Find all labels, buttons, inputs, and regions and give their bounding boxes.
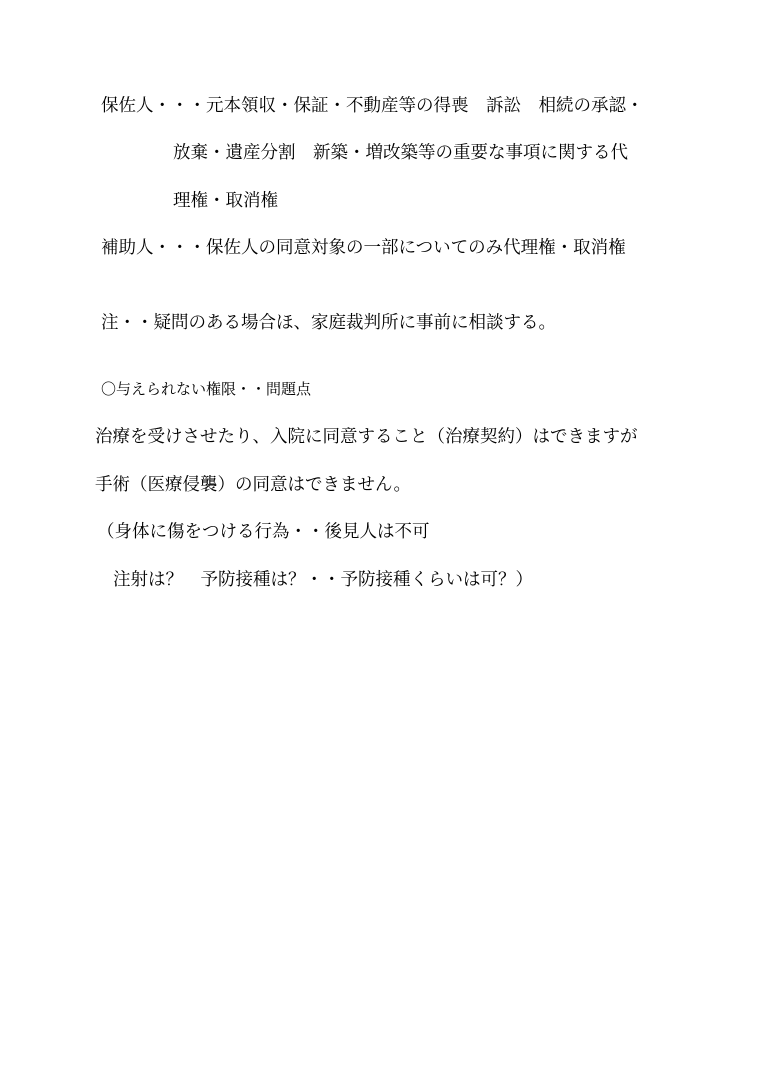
note-line: 注・・疑問のある場合ほ、家庭裁判所に事前に相談する。 [101,313,556,333]
hosanin-powers-end: 理権・取消権 [173,191,278,211]
hosanin-powers-line: 保佐人・・・元本領収・保証・不動産等の得喪 訴訟 相続の承認・ [101,96,644,116]
surgery-consent-line: 手術（医療侵襲）の同意はできません。 [95,475,412,495]
treatment-consent-line: 治療を受けさせたり、入院に同意すること（治療契約）はできますが [95,427,638,447]
injection-question-line: 注射は？ 予防接種は？・・予防接種くらいは可？） [113,570,533,590]
hojonin-powers-line: 補助人・・・保佐人の同意対象の一部についてのみ代理権・取消権 [101,238,626,258]
hosanin-powers-continuation: 放棄・遺産分割 新築・増改築等の重要な事項に関する代 [173,143,628,163]
section-heading: 〇与えられない権限・・問題点 [101,380,312,398]
bodily-harm-line: （身体に傷をつける行為・・後見人は不可 [97,522,430,542]
